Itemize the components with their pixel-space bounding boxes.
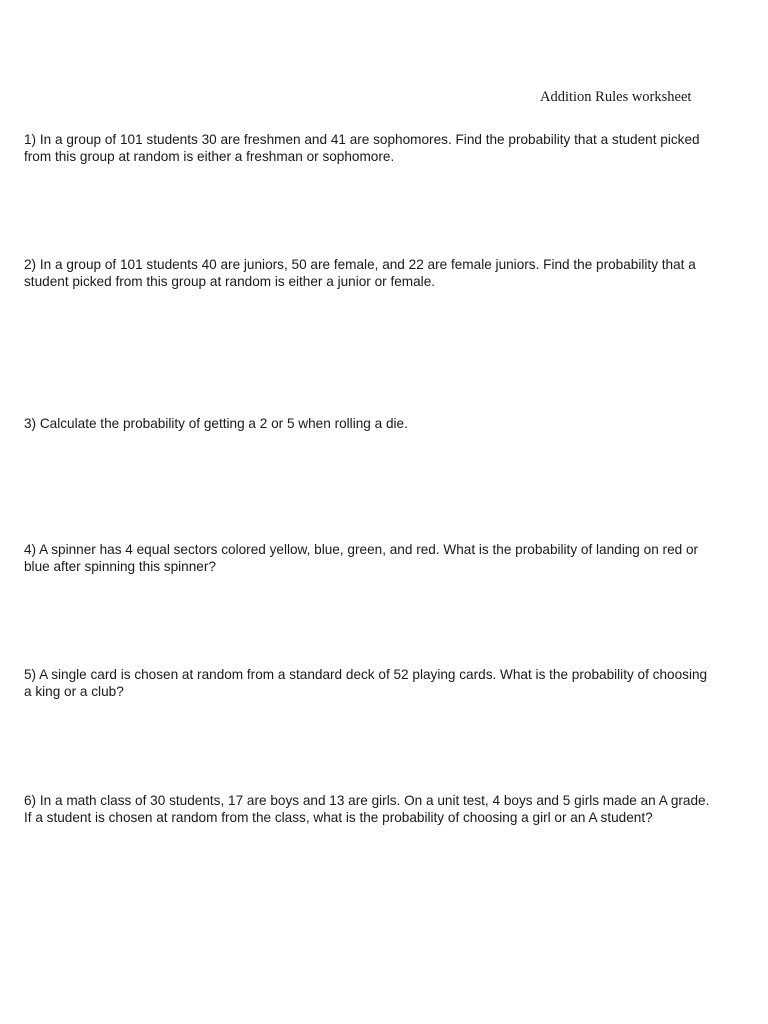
question-3 <box>24 415 744 432</box>
question-2-line-1: 2) In a group of 101 students 40 are juniors, 50 are female, and 22 are female juniors. Find the probability that a <box>24 257 696 272</box>
question-2 <box>24 256 744 290</box>
worksheet-title: Addition Rules worksheet <box>540 89 692 105</box>
question-6-line-1: 6) In a math class of 30 students, 17 are boys and 13 are girls. On a unit test, 4 boys and 5 girls made an A grade. <box>24 793 710 808</box>
question-5 <box>24 666 744 700</box>
question-4 <box>24 541 744 575</box>
question-4-line-2: blue after spinning this spinner? <box>24 559 216 574</box>
question-5-line-2: a king or a club? <box>24 684 124 699</box>
question-6 <box>24 792 744 826</box>
question-2-line-2: student picked from this group at random is either a junior or female. <box>24 274 436 289</box>
question-1-line-2: from this group at random is either a freshman or sophomore. <box>24 149 395 164</box>
question-6-line-2: If a student is chosen at random from the class, what is the probability of choosing a girl or an A student? <box>24 810 653 825</box>
question-4-line-1: 4) A spinner has 4 equal sectors colored yellow, blue, green, and red. What is the probability of landing on red or <box>24 542 699 557</box>
question-1-line-1: 1) In a group of 101 students 30 are freshmen and 41 are sophomores. Find the probability that a student picked <box>24 132 700 147</box>
question-3-line-1: 3) Calculate the probability of getting a 2 or 5 when rolling a die. <box>24 416 408 431</box>
question-1 <box>24 131 744 165</box>
question-5-line-1: 5) A single card is chosen at random from a standard deck of 52 playing cards. What is the probability of choosing <box>24 667 708 682</box>
